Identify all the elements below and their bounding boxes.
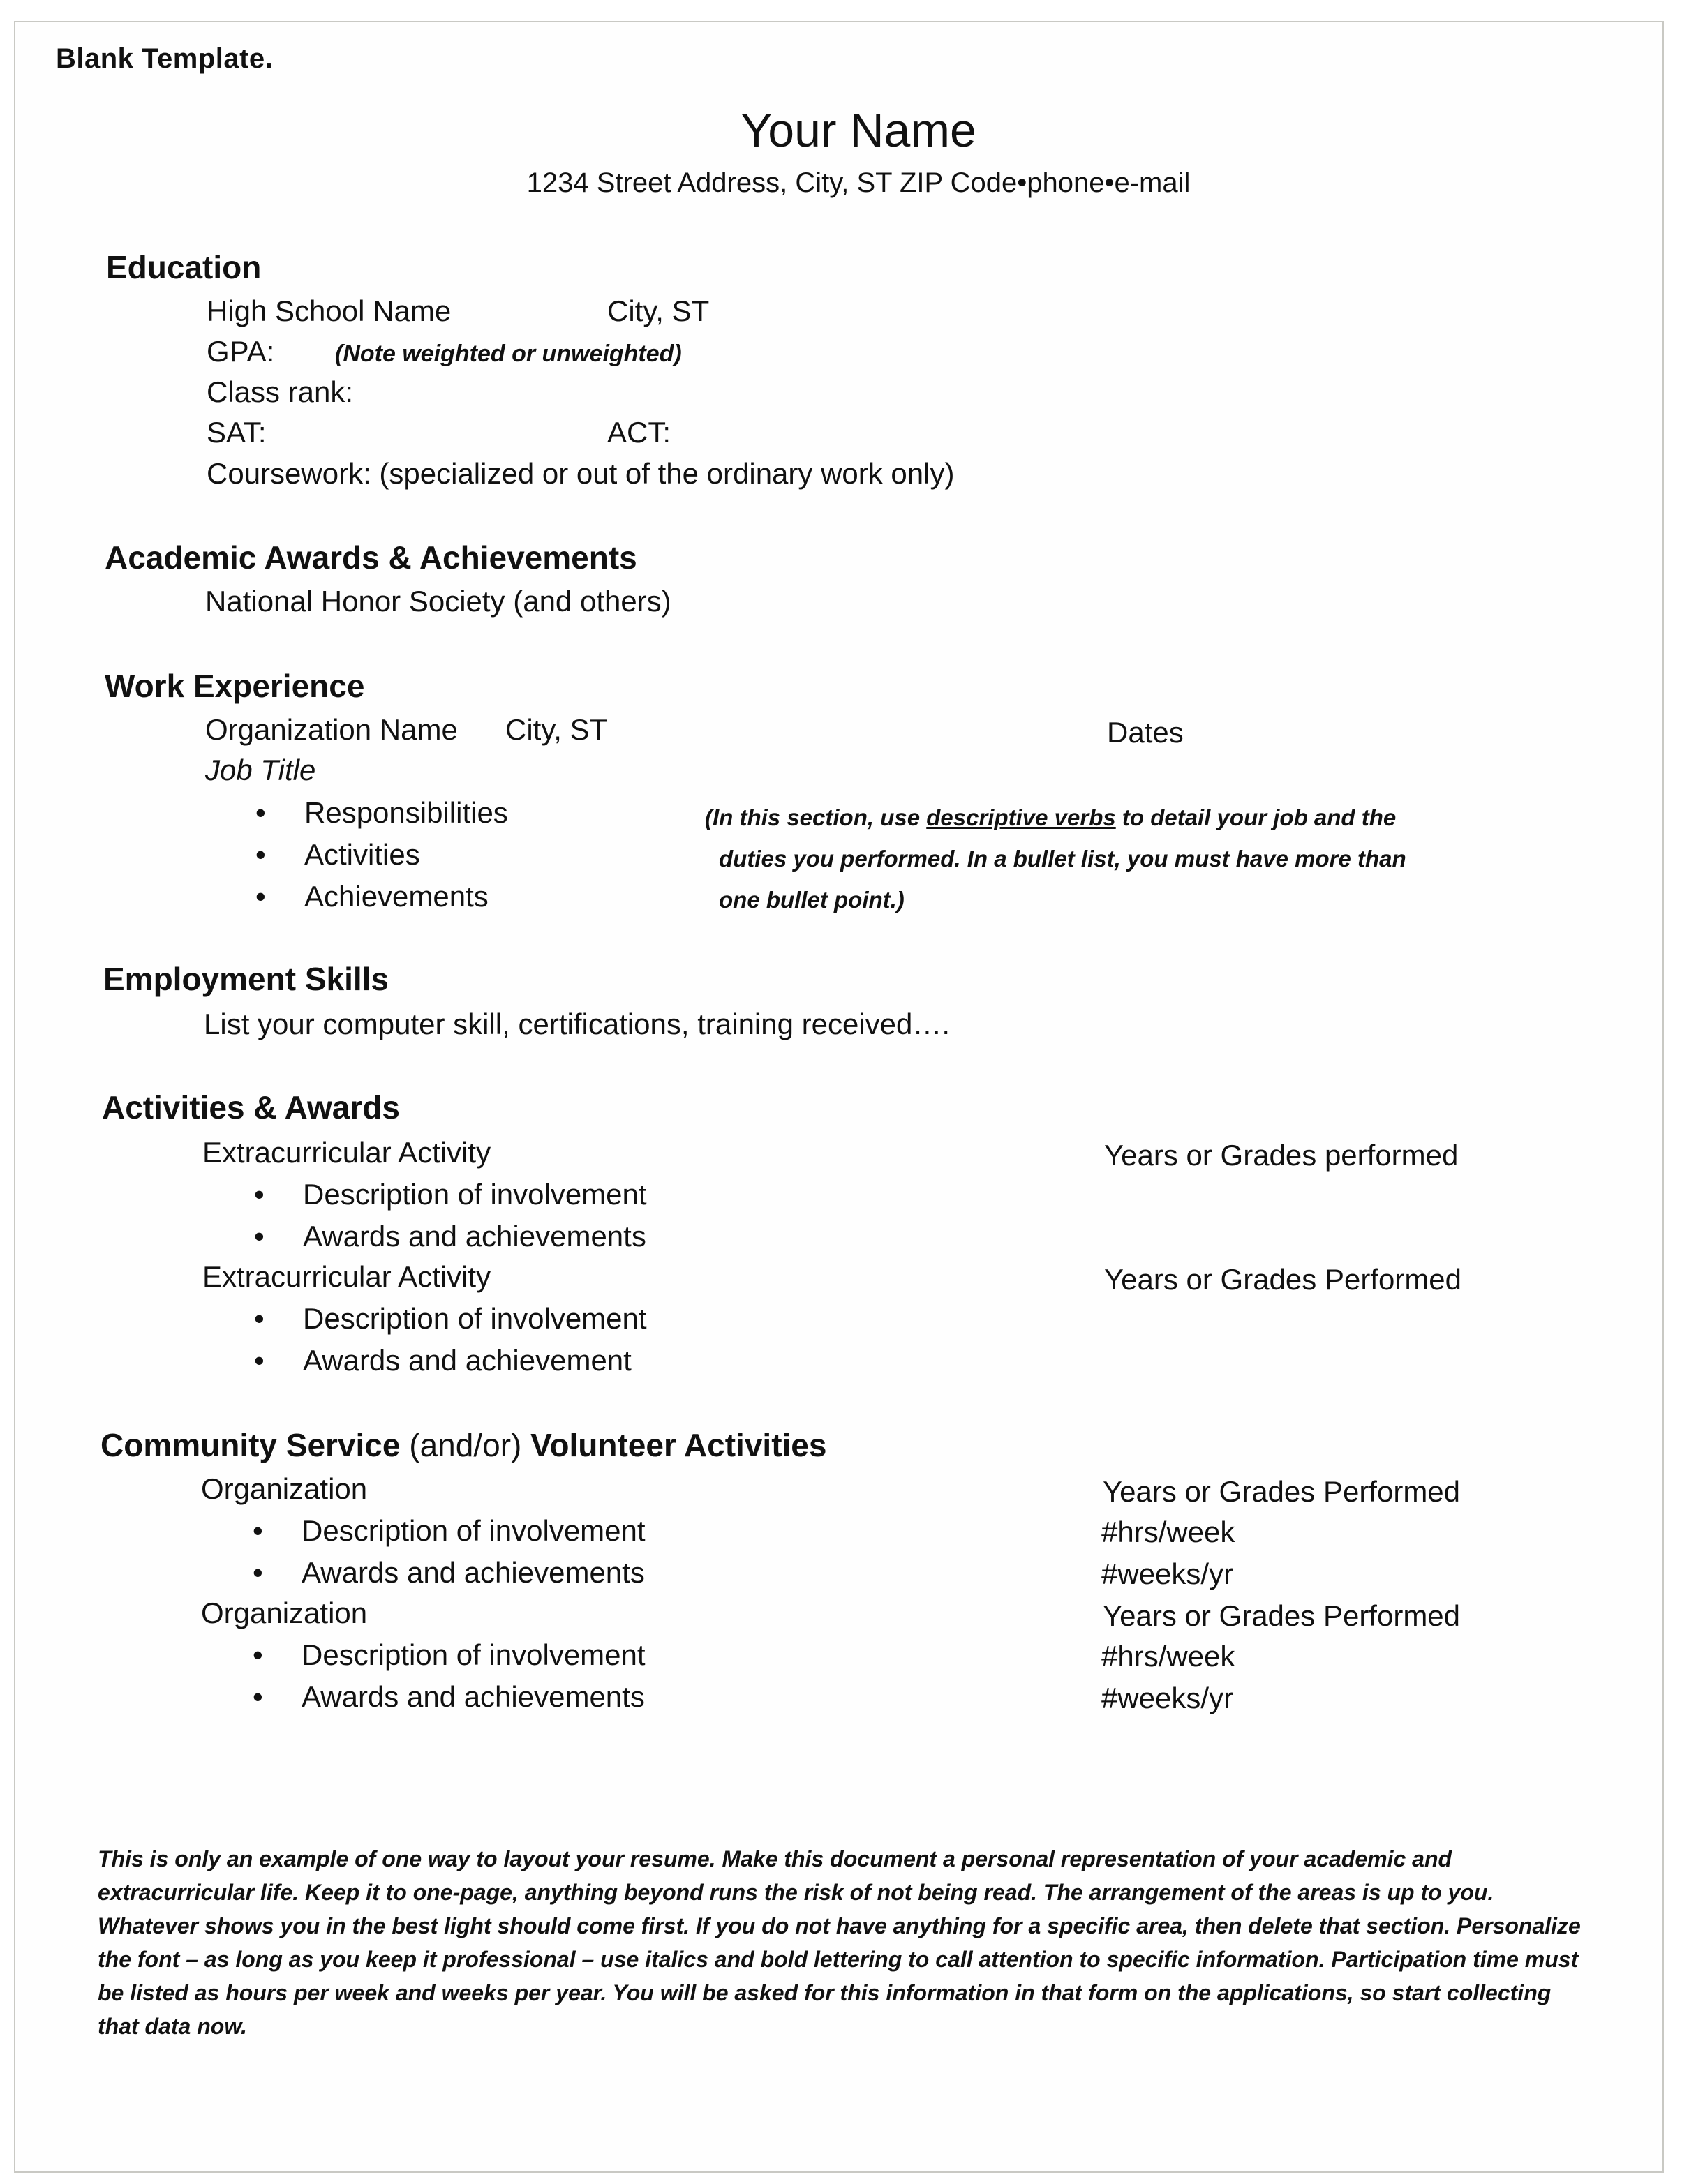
list-item-text: Description of involvement xyxy=(302,1638,646,1671)
skills-heading: Employment Skills xyxy=(103,961,389,997)
contact-line: 1234 Street Address, City, ST ZIP Code•phone•e-mail xyxy=(526,167,1191,198)
list-item-text: Awards and achievements xyxy=(302,1556,645,1589)
callout-line-3: one bullet point.) xyxy=(719,887,905,913)
list-item-text: Responsibilities xyxy=(304,796,508,829)
org-years: Years or Grades Performed xyxy=(1103,1599,1461,1632)
bullet-icon: • xyxy=(253,1514,263,1547)
work-heading: Work Experience xyxy=(105,668,365,704)
activity-years: Years or Grades performed xyxy=(1104,1139,1459,1172)
class-rank: Class rank: xyxy=(207,375,354,408)
org-title: Organization xyxy=(201,1596,368,1629)
list-item-text: Activities xyxy=(304,838,420,871)
callout-line-2: duties you performed. In a bullet list, you must have more than xyxy=(719,846,1406,872)
academic-heading: Academic Awards & Achievements xyxy=(105,539,637,576)
work-dates: Dates xyxy=(1107,716,1184,749)
callout-line-1: (In this section, use descriptive verbs to detail your job and the xyxy=(705,805,1397,830)
activities-heading: Activities & Awards xyxy=(102,1089,400,1125)
work-city: City, ST xyxy=(505,713,608,746)
callout-underlined: descriptive verbs xyxy=(926,805,1116,830)
list-item-text: Description of involvement xyxy=(303,1178,647,1211)
weeks-per-year: #weeks/yr xyxy=(1101,1557,1234,1590)
hours-per-week: #hrs/week xyxy=(1101,1640,1235,1673)
org-title: Organization xyxy=(201,1472,368,1505)
list-item-text: Achievements xyxy=(304,880,489,913)
list-item-text: Awards and achievement xyxy=(303,1344,632,1377)
hours-per-week: #hrs/week xyxy=(1101,1516,1235,1548)
activity-title: Extracurricular Activity xyxy=(202,1260,491,1293)
sat-label: SAT: xyxy=(207,416,267,449)
resume-name: Your Name xyxy=(741,104,976,157)
list-item-text: Awards and achievements xyxy=(302,1680,645,1713)
community-heading-part1: Community Service xyxy=(101,1427,401,1463)
bullet-icon: • xyxy=(254,1178,265,1211)
template-label: Blank Template. xyxy=(56,43,274,74)
list-item-text: Description of involvement xyxy=(302,1514,646,1547)
school-city: City, ST xyxy=(607,294,710,327)
community-heading-part3: Volunteer Activities xyxy=(530,1427,827,1463)
footer-note: This is only an example of one way to layout your resume. Make this document a personal representation of your academic and extracurricular life. Keep it to one-page, anything beyond runs the risk of not being read. The arrangement of the areas is up to you. Whatever shows you in the best light should come first. If you do not have anything for a specific area, then delete that section. Personalize the font – as long as you keep it professional – use italics and bold lettering to call attention to specific information. Participation time must be listed as hours per week and weeks per year. You will be asked for this information in that form on the applications, so start collecting that data now. xyxy=(98,1846,1581,2039)
work-callout xyxy=(705,797,1406,920)
bullet-icon: • xyxy=(254,1344,265,1377)
bullet-icon: • xyxy=(255,880,266,913)
academic-item: National Honor Society (and others) xyxy=(205,585,671,618)
activity-years: Years or Grades Performed xyxy=(1104,1263,1462,1296)
gpa-label: GPA: xyxy=(207,335,275,368)
gpa-note: (Note weighted or unweighted) xyxy=(335,341,682,367)
education-heading: Education xyxy=(106,249,262,285)
bullet-icon: • xyxy=(253,1638,263,1671)
bullet-icon: • xyxy=(253,1556,263,1589)
bullet-icon: • xyxy=(254,1220,265,1252)
bullet-icon: • xyxy=(255,796,266,829)
school-name: High School Name xyxy=(207,294,452,327)
coursework: Coursework: (specialized or out of the ordinary work only) xyxy=(207,457,955,490)
list-item-text: Description of involvement xyxy=(303,1302,647,1335)
bullet-icon: • xyxy=(254,1302,265,1335)
work-org: Organization Name xyxy=(205,713,458,746)
activity-title: Extracurricular Activity xyxy=(202,1136,491,1169)
org-years: Years or Grades Performed xyxy=(1103,1475,1461,1508)
bullet-icon: • xyxy=(253,1680,263,1713)
community-heading-part2: (and/or) xyxy=(409,1427,522,1463)
bullet-icon: • xyxy=(255,838,266,871)
act-label: ACT: xyxy=(607,416,671,449)
list-item-text: Awards and achievements xyxy=(303,1220,646,1252)
weeks-per-year: #weeks/yr xyxy=(1101,1682,1234,1714)
skills-text: List your computer skill, certifications, training received…. xyxy=(204,1008,951,1040)
job-title: Job Title xyxy=(205,754,316,786)
community-heading xyxy=(101,1426,826,1464)
